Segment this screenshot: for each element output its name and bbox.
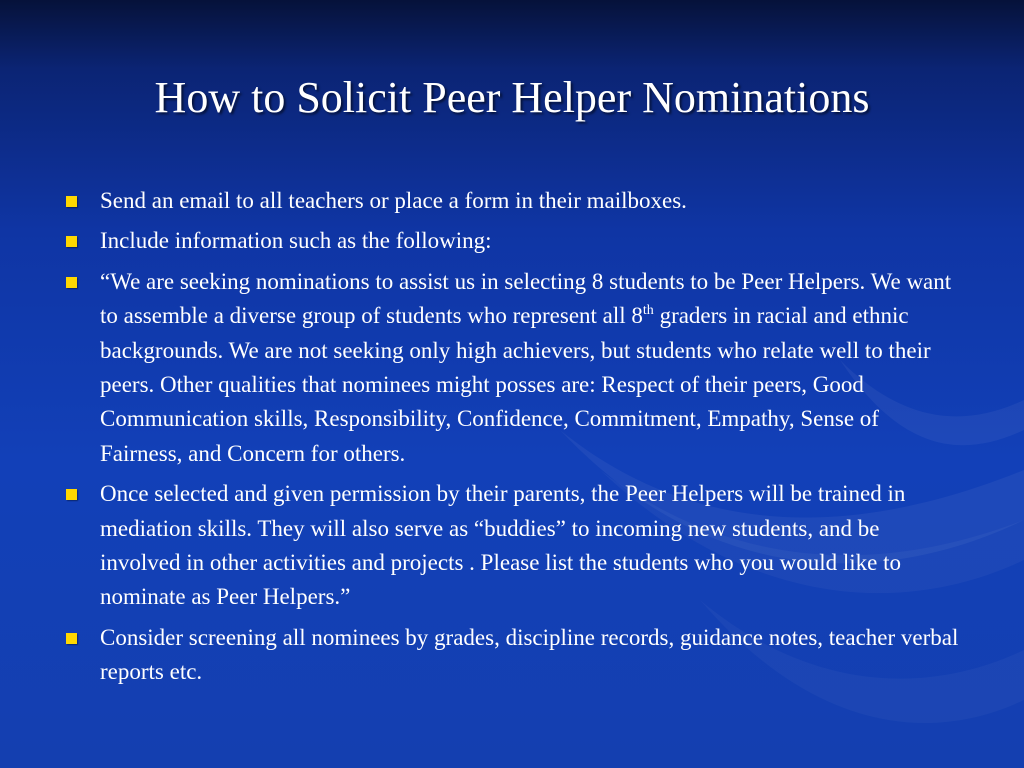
bullet-item bbox=[60, 184, 965, 218]
bullet-square-icon bbox=[66, 277, 77, 288]
bullet-text-part: graders in racial and ethnic backgrounds. We are not seeking only high achievers, but students who relate well to their peers. Other qualities that nominees might posses are: Respect of their peers, Good Communication skills, Responsibility, Confidence, Commitment, Empathy, Sense of Fairness, and Concern for others. bbox=[100, 303, 931, 466]
bullet-square-icon bbox=[66, 633, 77, 644]
bullet-text: Send an email to all teachers or place a form in their mailboxes. bbox=[100, 188, 687, 213]
bullet-item bbox=[60, 224, 965, 258]
bullet-text-part: “We are seeking nominations to assist us in selecting 8 students to be Peer Helpers. We want to assemble a diverse group of students who represent all 8 bbox=[100, 268, 952, 329]
ordinal-superscript: th bbox=[642, 303, 654, 319]
bullet-text: Once selected and given permission by their parents, the Peer Helpers will be trained in mediation skills. They will also serve as “buddies” to incoming new students, and be involved in other activities and projects . Please list the students who you would like to nominate as Peer Helpers.” bbox=[100, 481, 906, 610]
slide-title: How to Solicit Peer Helper Nominations bbox=[154, 73, 870, 122]
bullet-square-icon bbox=[66, 489, 77, 500]
bullet-square-icon bbox=[66, 236, 77, 247]
bullet-square-icon bbox=[66, 196, 77, 207]
bullet-text: Include information such as the following: bbox=[100, 228, 492, 254]
bullet-list bbox=[60, 184, 965, 696]
bullet-item bbox=[60, 477, 965, 615]
bullet-item bbox=[60, 621, 965, 690]
bullet-text: Consider screening all nominees by grades, discipline records, guidance notes, teacher verbal reports etc. bbox=[100, 624, 959, 685]
bullet-item bbox=[60, 265, 965, 471]
